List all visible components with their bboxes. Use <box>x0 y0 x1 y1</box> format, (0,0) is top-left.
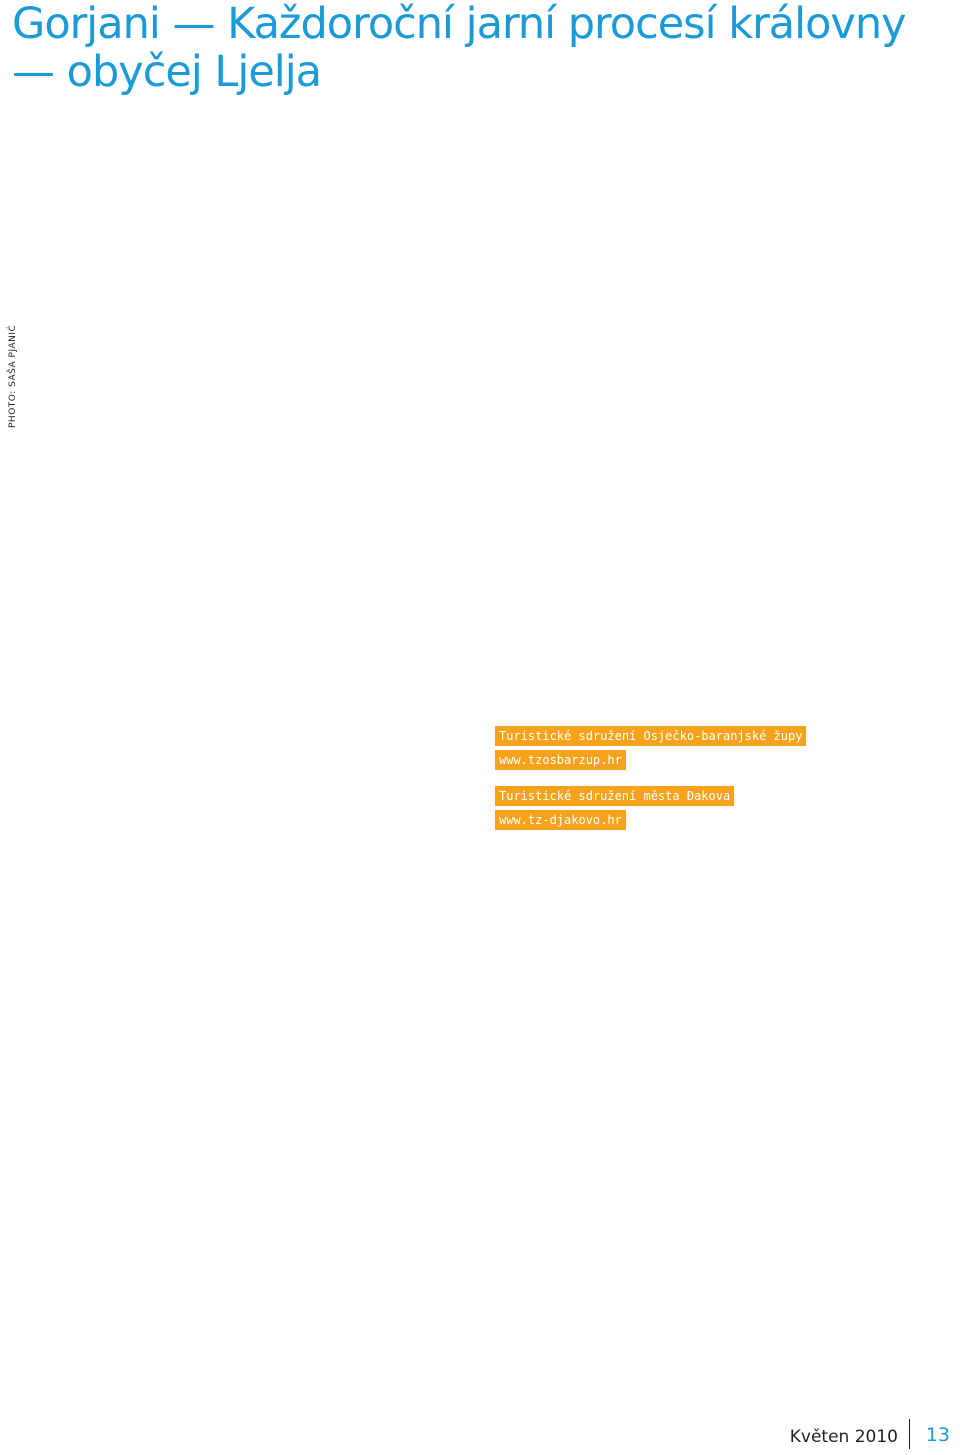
tourism-board-djakovo <box>495 786 915 830</box>
page-title: Gorjani — Každoroční jarní procesí královny — obyčej Ljelja <box>12 0 906 97</box>
page-number: 13 <box>925 1424 950 1446</box>
tourism-board-website-link[interactable]: www.tzosbarzup.hr <box>495 750 626 770</box>
issue-date: Květen 2010 <box>789 1427 898 1447</box>
footer-divider <box>909 1419 910 1449</box>
tourism-board-website-link[interactable]: www.tz-djakovo.hr <box>495 810 626 830</box>
tourism-board-name: Turistické sdružení Osječko-baranjské župy <box>495 726 806 746</box>
tourism-board-name: Turistické sdružení města Đakova <box>495 786 734 806</box>
photo-credit: PHOTO: SAŠA PJANIĆ <box>8 324 18 428</box>
tourism-board-osijek-baranja <box>495 726 915 770</box>
tourism-info-box <box>495 726 915 830</box>
